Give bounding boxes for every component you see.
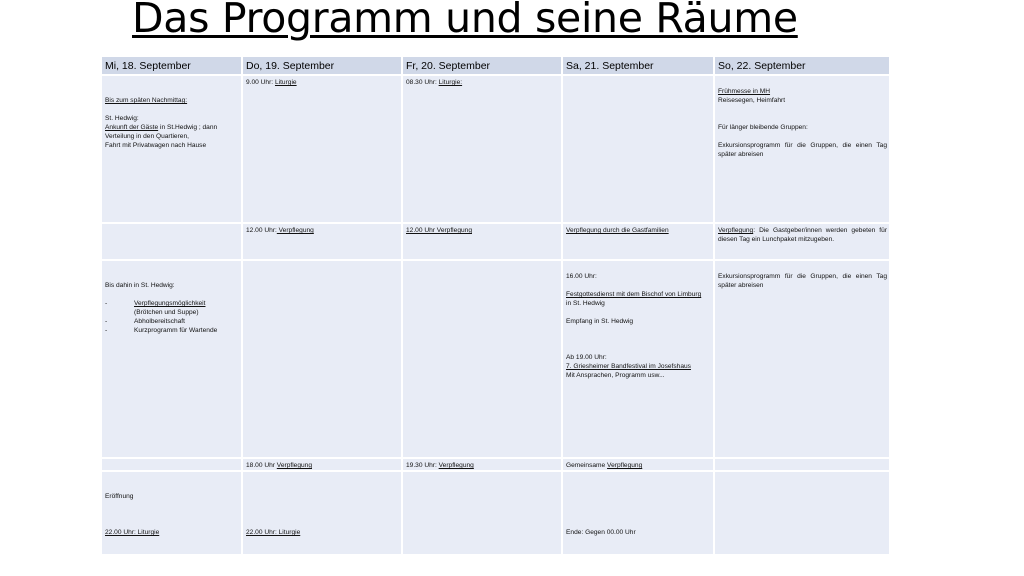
cell-so-evening [714,458,890,471]
cell-do-evening [242,458,402,471]
cell-text: Empfang in St. Hedwig [566,318,634,325]
cell-text: : Die Gastgeber/innen werden gebeten für diesen Tag ein Lunchpaket mitzugeben. [718,227,887,243]
cell-link[interactable]: Festgottesdienst mit dem Bischof von Limburg [566,291,702,298]
cell-text: 9.00 Uhr: [246,79,275,86]
cell-so-night [714,471,890,555]
cell-link[interactable]: Verpflegung [607,462,643,469]
bullet: - [105,300,108,307]
cell-mi-noon [101,223,242,260]
cell-link[interactable]: Verpflegung [718,227,754,234]
header-mi: Mi, 18. September [101,56,242,75]
cell-text: Bis zum späten Nachmittag: [105,97,188,104]
schedule-table [100,55,891,556]
cell-mi-afternoon [101,260,242,458]
cell-mi-morning [101,75,242,223]
cell-link[interactable]: Liturgie [274,79,297,86]
cell-mi-night [101,471,242,555]
cell-do-morning [242,75,402,223]
cell-text: Exkursionsprogramm für die Gruppen, die einen Tag später abreisen [718,142,887,158]
table-row [101,458,890,471]
cell-text: in St. Hedwig [566,300,605,307]
cell-link[interactable]: Verpflegung [438,462,474,469]
cell-text: 16.00 Uhr: [566,273,597,280]
cell-text: Abholbereitschaft [134,318,185,325]
cell-text: Verteilung in den Quartieren, [105,133,189,140]
cell-text: Bis dahin in St. Hedwig: [105,282,175,289]
cell-link[interactable]: Verpflegungsmöglichkeit [134,300,206,307]
cell-so-noon [714,223,890,260]
cell-link[interactable]: Liturgie: [438,79,463,86]
header-row [101,56,890,75]
cell-fr-morning [402,75,562,223]
table-row [101,471,890,555]
cell-text: Eröffnung [105,493,134,500]
cell-link[interactable]: Verpflegung [276,462,312,469]
cell-text: Kurzprogramm für Wartende [134,327,218,334]
cell-do-noon [242,223,402,260]
page-title: Das Programm und seine Räume [132,0,798,42]
cell-text: 12.00 Uhr: [246,227,277,234]
cell-sa-morning [562,75,714,223]
cell-link[interactable]: 22.00 Uhr: Liturgie [105,529,160,536]
cell-text: in St.Hedwig ; dann [158,124,218,131]
cell-link[interactable]: Frühmesse in MH [718,88,771,95]
cell-text: 19.30 Uhr: [406,462,439,469]
header-fr: Fr, 20. September [402,56,562,75]
cell-fr-evening [402,458,562,471]
cell-text: Für länger bleibende Gruppen: [718,124,808,131]
cell-sa-afternoon [562,260,714,458]
header-so: So, 22. September [714,56,890,75]
cell-text: Fahrt mit Privatwagen nach Hause [105,142,207,149]
cell-link[interactable]: 12.00 Uhr Verpflegung [406,227,472,234]
cell-sa-evening [562,458,714,471]
bullet: - [105,318,108,325]
table-row [101,260,890,458]
header-do: Do, 19. September [242,56,402,75]
cell-text: 18.00 Uhr [246,462,277,469]
cell-text: (Brötchen und Suppe) [134,309,199,316]
table-row [101,223,890,260]
cell-text: St. Hedwig: [105,115,139,122]
cell-link[interactable]: Verpflegung [276,227,314,234]
cell-fr-afternoon [402,260,562,458]
cell-text: Ende: Gegen 00.00 Uhr [566,529,636,536]
cell-link[interactable]: Ankunft der Gäste [105,124,159,131]
cell-link[interactable]: Verpflegung durch die Gastfamilien [566,227,669,234]
table-row [101,75,890,223]
cell-sa-night [562,471,714,555]
cell-fr-noon [402,223,562,260]
bullet: - [105,327,108,334]
cell-link[interactable]: 7. Griesheimer Bandfestival im Josefshaus [566,363,691,370]
cell-text: Mit Ansprachen, Programm usw... [566,372,665,379]
cell-mi-evening [101,458,242,471]
cell-so-afternoon [714,260,890,458]
cell-so-morning [714,75,890,223]
cell-do-night [242,471,402,555]
cell-do-afternoon [242,260,402,458]
cell-text: Gemeinsame [566,462,608,469]
cell-text: Reisesegen, Heimfahrt [718,97,786,104]
cell-fr-night [402,471,562,555]
cell-sa-noon [562,223,714,260]
cell-text: Ab 19.00 Uhr: [566,354,607,361]
header-sa: Sa, 21. September [562,56,714,75]
cell-text: Exkursionsprogramm für die Gruppen, die einen Tag später abreisen [718,273,887,289]
cell-link[interactable]: 22.00 Uhr: Liturgie [246,529,301,536]
cell-text: 08.30 Uhr: [406,79,439,86]
